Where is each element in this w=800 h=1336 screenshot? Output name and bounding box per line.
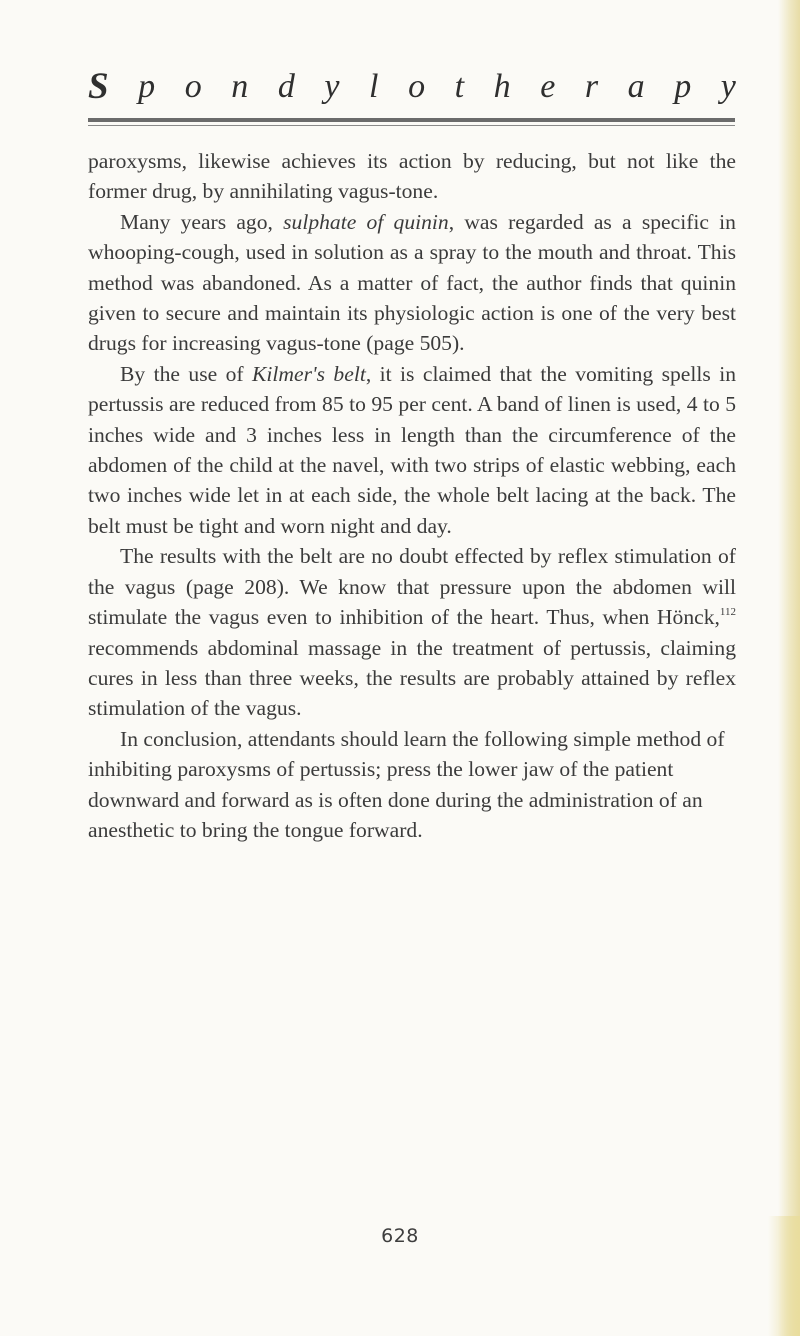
text-run: recommends abdominal massage in the treatment of pertussis, claiming cures in less than three weeks, the results are probably attained by reflex stimulation of the vagus.	[88, 635, 736, 721]
italic-term: sulphate of quinin	[283, 209, 449, 234]
paragraph	[88, 359, 736, 541]
text-run: Many years ago,	[120, 209, 284, 234]
paragraph	[88, 207, 736, 359]
running-head-title	[88, 62, 736, 112]
running-head-letter: t	[454, 68, 465, 105]
page-edge-shading	[778, 0, 800, 1336]
reference-superscript: 112	[719, 606, 736, 619]
running-head-letter: y	[324, 68, 340, 105]
text-run: , was regarded as a specific in whooping-cough, used in solution as a spray to the mouth and throat. This method was abandoned. As a matter of fact, the author finds that quinin given to secure and maintain its physiologic action is one of the very best drugs for increasing vagus-tone (page 505).	[88, 209, 736, 356]
text-run: By the use of	[120, 361, 253, 386]
paragraph	[88, 541, 736, 723]
text-run: , it is claimed that the vomiting spells in pertussis are reduced from 85 to 95 per cent. A band of linen is used, 4 to 5 inches wide and 3 inches less in length than the circumference of the abdomen of the child at the navel, with two strips of elastic webbing, each two inches wide let in at each side, the whole belt lacing at the back. The belt must be tight and worn night and day.	[88, 361, 737, 538]
header-rule-thick	[88, 118, 735, 122]
paragraph	[88, 146, 736, 207]
header-rule-thin	[88, 125, 735, 126]
running-head-letter: a	[627, 68, 645, 105]
body-text	[88, 146, 736, 845]
text-run: In conclusion, attendants should learn the following simple method of inhibiting paroxysms of pertussis; press the lower jaw of the patient downward and forward as is often done during the administration of an anesthetic to bring the tongue forward.	[88, 726, 725, 842]
running-head-letter: r	[584, 68, 599, 105]
italic-term: Kilmer's belt	[252, 361, 366, 386]
running-head-letter: p	[674, 68, 692, 105]
running-head-letter: h	[493, 68, 511, 105]
running-head-letter: d	[277, 68, 295, 105]
text-run: paroxysms, likewise achieves its action by reducing, but not like the former drug, by annihilating vagus-tone.	[88, 149, 736, 204]
running-head-letter: o	[184, 68, 202, 105]
running-head-letter: p	[138, 68, 156, 105]
text-run: The results with the belt are no doubt effected by reflex stimulation of the vagus (page 208). We know that pressure upon the abdomen will stimulate the vagus even to inhibition of the heart. Thus, when Hönck,	[88, 544, 736, 630]
running-head-letter: e	[540, 68, 556, 105]
paragraph	[88, 724, 736, 846]
running-head-letter: o	[408, 68, 426, 105]
running-head-letter: S	[88, 66, 109, 107]
page-number: 628	[381, 1225, 419, 1247]
running-head-letter: y	[720, 68, 736, 105]
running-head-letter: l	[369, 68, 379, 105]
running-head-letter: n	[231, 68, 249, 105]
